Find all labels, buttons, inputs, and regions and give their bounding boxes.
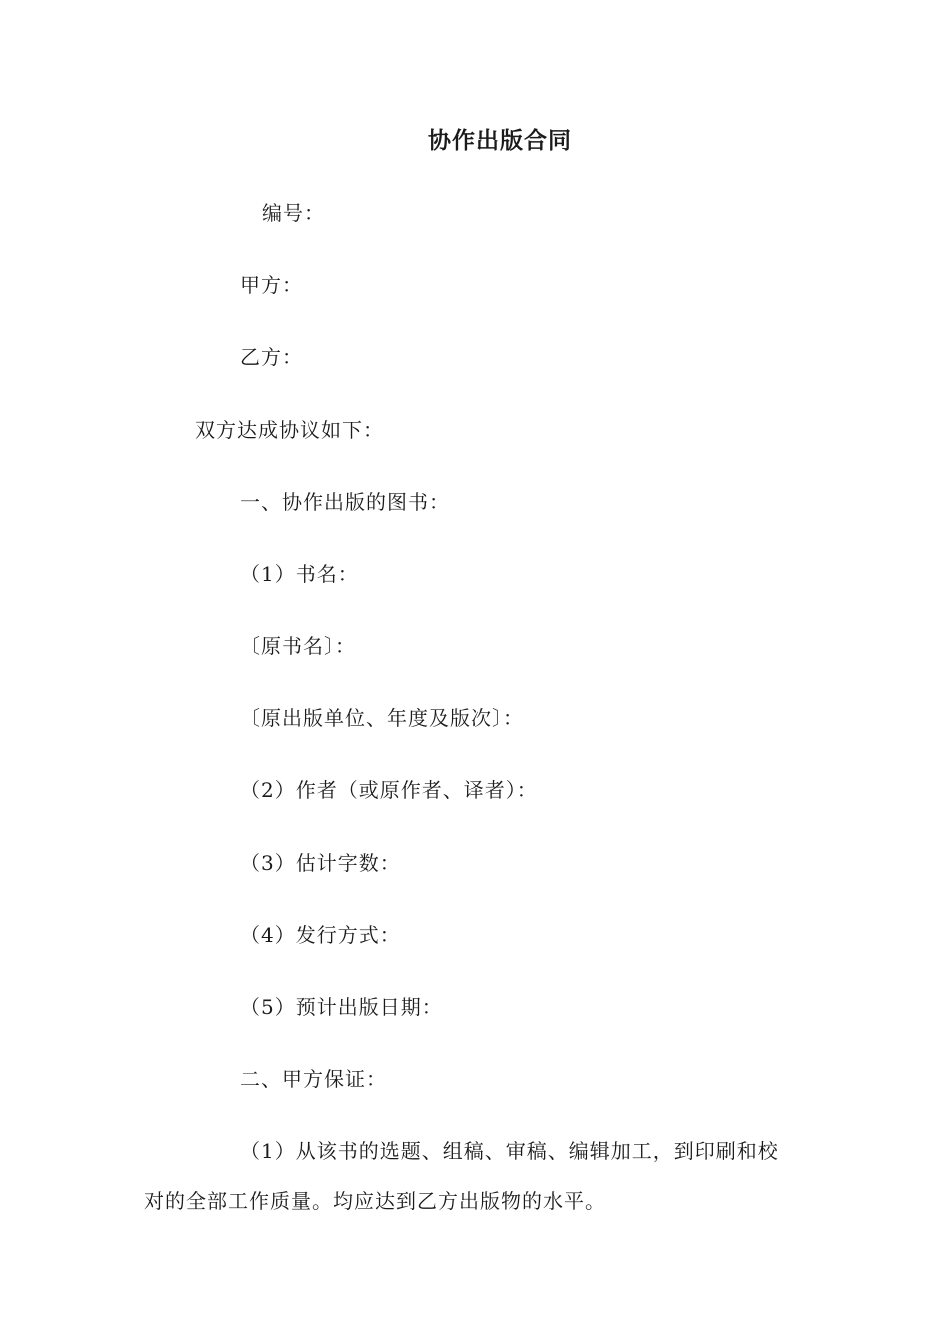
item-original-title: 〔原书名〕：	[240, 634, 356, 658]
document-title: 协作出版合同	[428, 128, 572, 154]
section-1-heading: 一、协作出版的图书：	[240, 490, 450, 514]
item-distribution: （4）发行方式：	[240, 923, 401, 947]
item-book-name: （1）书名：	[240, 562, 359, 586]
item-publish-date: （5）预计出版日期：	[240, 995, 443, 1019]
clause-2-1-line-2: 对的全部工作质量。均应达到乙方出版物的水平。	[144, 1189, 606, 1213]
item-original-publisher: 〔原出版单位、年度及版次〕：	[240, 706, 524, 730]
clause-2-1-line-1: （1）从该书的选题、组稿、审稿、编辑加工，到印刷和校	[240, 1139, 779, 1163]
section-2-heading: 二、甲方保证：	[240, 1067, 387, 1091]
party-a-label: 甲方：	[240, 273, 303, 297]
agreement-intro: 双方达成协议如下：	[195, 418, 384, 442]
item-word-count: （3）估计字数：	[240, 851, 401, 875]
item-author: （2）作者（或原作者、译者）：	[240, 778, 538, 802]
party-b-label: 乙方：	[240, 345, 303, 369]
contract-number-label: 编号：	[262, 201, 325, 225]
